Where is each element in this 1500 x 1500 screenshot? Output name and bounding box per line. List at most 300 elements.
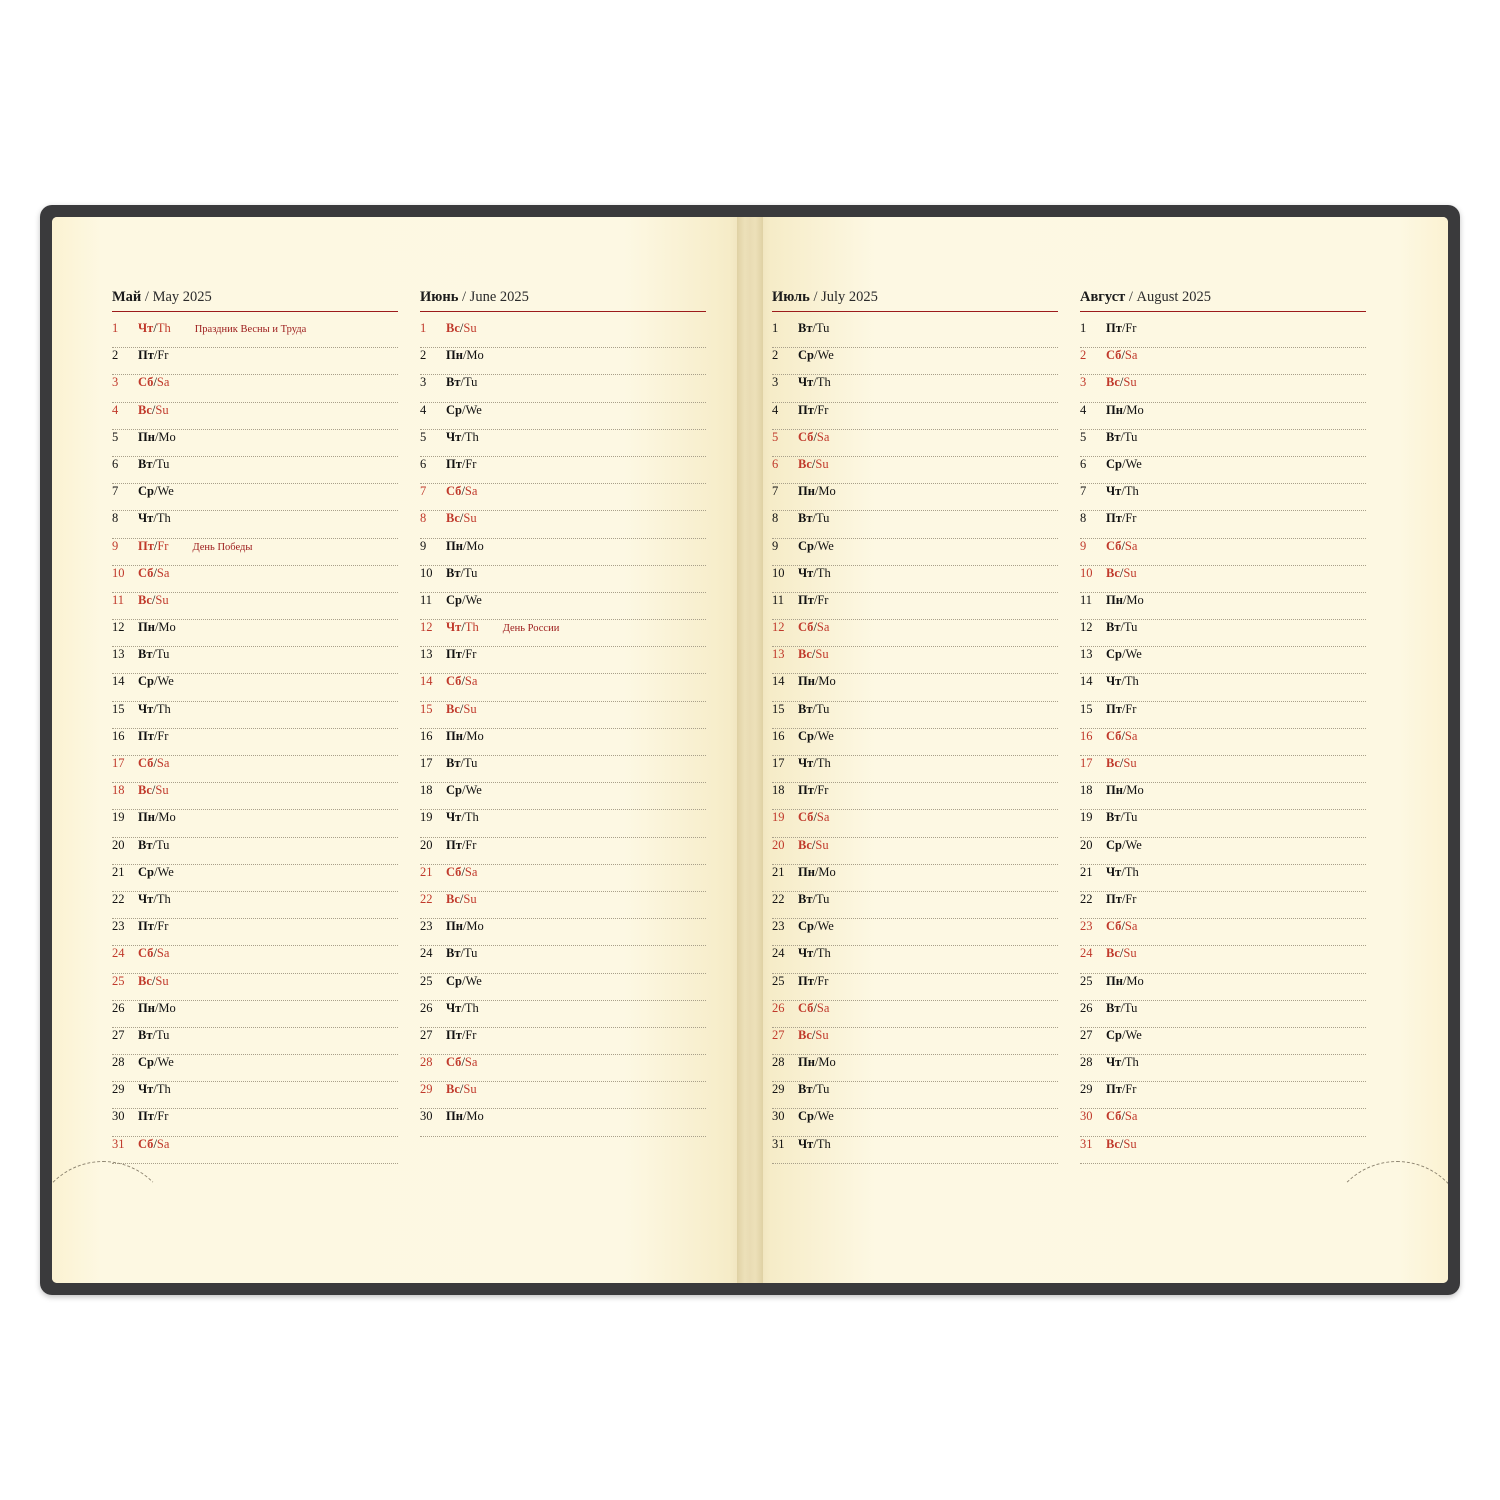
weekday-en: Mo (818, 1055, 836, 1070)
day-number: 21 (112, 864, 125, 879)
day-number: 16 (1080, 728, 1093, 743)
weekday-en: Sa (1124, 728, 1138, 743)
day-number: 5 (1080, 429, 1087, 444)
day-number: 23 (772, 919, 785, 934)
weekday-en: Th (156, 891, 171, 906)
day-row (420, 375, 706, 402)
day-number: 5 (772, 429, 779, 444)
day-number: 29 (420, 1082, 433, 1097)
day-row (1080, 647, 1366, 674)
weekday-en: We (465, 592, 482, 607)
weekday-en: Sa (816, 620, 830, 635)
weekday-label: Вс/Su (138, 402, 169, 417)
day-row (772, 566, 1058, 593)
day-number: 22 (772, 891, 785, 906)
weekday-label: Пт/Fr (446, 456, 477, 471)
day-number: 2 (420, 348, 427, 363)
weekday-en: Tu (463, 946, 478, 961)
day-row (112, 892, 398, 919)
weekday-en: We (1125, 837, 1142, 852)
day-number: 4 (420, 402, 427, 417)
weekday-label: Сб/Sa (1106, 538, 1138, 553)
weekday-ru: Пт (798, 592, 814, 607)
weekday-en: Sa (1124, 538, 1138, 553)
weekday-ru: Чт (138, 891, 154, 906)
weekday-ru: Чт (798, 1136, 814, 1151)
weekday-en: Fr (1125, 701, 1137, 716)
weekday-ru: Пн (1106, 402, 1123, 417)
weekday-en: Fr (157, 919, 169, 934)
month-name-en: July 2025 (821, 289, 878, 305)
day-row (420, 756, 706, 783)
day-number: 6 (1080, 456, 1087, 471)
weekday-en: Fr (1125, 511, 1137, 526)
day-row (420, 1001, 706, 1028)
weekday-ru: Пн (138, 429, 155, 444)
weekday-label: Сб/Sa (798, 429, 830, 444)
weekday-en: Fr (465, 1027, 477, 1042)
weekday-ru: Чт (1106, 864, 1122, 879)
day-row (1080, 756, 1366, 783)
day-row (1080, 348, 1366, 375)
day-number: 10 (420, 565, 433, 580)
weekday-en: Th (464, 810, 479, 825)
weekday-label: Вс/Su (446, 321, 477, 335)
weekday-label: Пн/Mo (1106, 592, 1144, 607)
weekday-en: Th (464, 620, 479, 635)
weekday-ru: Чт (446, 810, 462, 825)
weekday-en: Mo (466, 538, 484, 553)
weekday-label: Вс/Su (1106, 565, 1137, 580)
day-number: 20 (420, 837, 433, 852)
day-row (112, 974, 398, 1001)
weekday-label: Пт/Fr (138, 919, 169, 934)
month-name-en: August 2025 (1136, 289, 1212, 305)
weekday-ru: Вс (1106, 756, 1120, 770)
weekday-ru: Вс (446, 321, 460, 335)
day-number: 22 (420, 891, 433, 906)
weekday-label: Пн/Mo (446, 728, 484, 743)
weekday-ru: Пт (1106, 891, 1122, 906)
weekday-label: Пн/Mo (1106, 783, 1144, 798)
weekday-ru: Ср (138, 1055, 154, 1070)
weekday-en: We (465, 783, 482, 798)
weekday-label: Пн/Mo (446, 538, 484, 553)
day-number: 24 (1080, 946, 1093, 961)
day-row (112, 566, 398, 593)
month-name-en: May 2025 (152, 289, 212, 305)
weekday-ru: Вс (138, 783, 152, 798)
day-row (112, 457, 398, 484)
day-number: 21 (1080, 864, 1093, 879)
day-number: 30 (1080, 1109, 1093, 1124)
day-number: 17 (112, 756, 125, 770)
weekday-en: We (157, 864, 174, 879)
day-row (772, 1137, 1058, 1164)
month-name-ru: Июнь (420, 289, 459, 305)
day-number: 6 (112, 456, 119, 471)
weekday-ru: Сб (138, 565, 154, 580)
day-number: 4 (1080, 402, 1087, 417)
day-number: 11 (112, 592, 125, 607)
weekday-en: Th (156, 511, 171, 526)
day-row (112, 348, 398, 375)
day-number: 24 (772, 946, 785, 961)
weekday-en: Sa (156, 565, 170, 580)
day-number: 8 (420, 511, 427, 526)
day-row (112, 1137, 398, 1164)
weekday-label: Пт/Fr (446, 1027, 477, 1042)
day-row (1080, 484, 1366, 511)
weekday-ru: Вт (798, 1082, 813, 1097)
weekday-label: Ср/We (138, 484, 174, 499)
day-row (112, 702, 398, 729)
day-number: 27 (420, 1027, 433, 1042)
day-number: 3 (1080, 375, 1087, 390)
weekday-en: Su (1123, 946, 1137, 961)
weekday-ru: Сб (138, 375, 154, 390)
day-number: 30 (420, 1109, 433, 1124)
day-number: 18 (772, 783, 785, 798)
weekday-ru: Пт (138, 1109, 154, 1124)
weekday-ru: Сб (798, 429, 814, 444)
weekday-en: Mo (818, 674, 836, 689)
weekday-label: Чт/Th (798, 756, 831, 770)
day-number: 4 (772, 402, 779, 417)
day-row (112, 539, 398, 566)
weekday-en: We (1125, 647, 1142, 662)
weekday-en: Sa (816, 1000, 830, 1015)
weekday-en: Th (816, 946, 831, 961)
weekday-ru: Сб (138, 946, 154, 961)
weekday-ru: Вт (1106, 810, 1121, 825)
weekday-en: Mo (466, 919, 484, 934)
day-row (772, 457, 1058, 484)
weekday-label: Вс/Su (446, 701, 477, 716)
weekday-ru: Ср (1106, 1027, 1122, 1042)
day-row (420, 783, 706, 810)
day-number: 13 (420, 647, 433, 662)
day-row (772, 375, 1058, 402)
weekday-ru: Вс (446, 701, 460, 716)
weekday-en: Mo (1126, 783, 1144, 798)
day-number: 26 (1080, 1000, 1093, 1015)
day-number: 17 (772, 756, 785, 770)
month-title: Июль / July 2025 (772, 289, 1058, 312)
weekday-ru: Вс (1106, 946, 1120, 961)
day-row (420, 674, 706, 701)
day-number: 24 (112, 946, 125, 961)
day-row (1080, 674, 1366, 701)
weekday-en: We (1125, 456, 1142, 471)
weekday-label: Ср/We (1106, 456, 1142, 471)
weekday-label: Вт/Tu (798, 321, 830, 335)
weekday-label: Вт/Tu (446, 375, 478, 390)
weekday-label: Пт/Fr (798, 973, 829, 988)
day-row (772, 946, 1058, 973)
weekday-en: Tu (463, 565, 478, 580)
weekday-ru: Вс (446, 1082, 460, 1097)
weekday-label: Вс/Su (1106, 756, 1137, 770)
weekday-label: Вт/Tu (138, 837, 170, 852)
day-row (772, 647, 1058, 674)
day-number: 11 (1080, 592, 1093, 607)
day-row (1080, 403, 1366, 430)
day-number: 16 (420, 728, 433, 743)
day-row (112, 810, 398, 837)
day-row (420, 484, 706, 511)
day-row (112, 838, 398, 865)
day-number: 26 (112, 1000, 125, 1015)
day-number: 9 (112, 538, 119, 553)
day-row (112, 1109, 398, 1136)
weekday-label: Сб/Sa (1106, 1109, 1138, 1124)
day-row (420, 511, 706, 538)
month-column-1 (420, 289, 728, 1283)
weekday-ru: Сб (1106, 1109, 1122, 1124)
weekday-en: We (465, 402, 482, 417)
day-number: 3 (420, 375, 427, 390)
weekday-label: Сб/Sa (138, 1136, 170, 1151)
weekday-ru: Сб (798, 620, 814, 635)
weekday-en: Mo (1126, 402, 1144, 417)
weekday-en: Su (815, 1027, 829, 1042)
weekday-en: Fr (157, 728, 169, 743)
weekday-label: Чт/Th (1106, 1055, 1139, 1070)
weekday-en: We (817, 919, 834, 934)
day-row (112, 1055, 398, 1082)
day-number: 15 (420, 701, 433, 716)
day-row (112, 919, 398, 946)
day-row (112, 1082, 398, 1109)
weekday-label: Вс/Su (1106, 375, 1137, 390)
weekday-ru: Вс (1106, 375, 1120, 390)
day-row (112, 783, 398, 810)
day-number: 7 (772, 484, 779, 499)
weekday-label: Вс/Su (798, 837, 829, 852)
weekday-ru: Вт (138, 837, 153, 852)
weekday-label: Чт/Th (138, 511, 171, 526)
weekday-en: Tu (815, 1082, 830, 1097)
day-row (420, 647, 706, 674)
weekday-ru: Вт (446, 946, 461, 961)
weekday-label: Чт/Th (798, 946, 831, 961)
day-row (772, 593, 1058, 620)
day-number: 8 (112, 511, 119, 526)
weekday-ru: Пт (798, 973, 814, 988)
weekday-label: Чт/Th (446, 1000, 479, 1015)
day-row (112, 865, 398, 892)
weekday-ru: Ср (138, 484, 154, 499)
day-number: 11 (420, 592, 433, 607)
weekday-label: Вт/Tu (798, 1082, 830, 1097)
day-row (1080, 974, 1366, 1001)
weekday-label: Вс/Su (138, 973, 169, 988)
day-row (420, 348, 706, 375)
day-row (1080, 620, 1366, 647)
day-row (772, 620, 1058, 647)
weekday-label: Ср/We (138, 864, 174, 879)
weekday-en: Sa (464, 1055, 478, 1070)
day-number: 6 (420, 456, 427, 471)
weekday-label: Ср/We (1106, 647, 1142, 662)
weekday-ru: Пн (138, 620, 155, 635)
weekday-label: Вт/Tu (446, 756, 478, 770)
weekday-ru: Вт (1106, 620, 1121, 635)
weekday-label: Пт/Fr (798, 783, 829, 798)
weekday-ru: Ср (446, 592, 462, 607)
weekday-label: Ср/We (798, 728, 834, 743)
day-row (1080, 702, 1366, 729)
weekday-en: Th (816, 1136, 831, 1151)
weekday-ru: Вс (798, 1027, 812, 1042)
month-name-ru: Июль (772, 289, 810, 305)
weekday-en: Sa (464, 484, 478, 499)
weekday-label: Ср/We (446, 783, 482, 798)
weekday-en: Mo (818, 484, 836, 499)
weekday-en: Fr (817, 973, 829, 988)
weekday-ru: Пн (138, 810, 155, 825)
weekday-en: Mo (1126, 592, 1144, 607)
weekday-ru: Вт (1106, 429, 1121, 444)
weekday-label: Пн/Mo (138, 1000, 176, 1015)
day-number: 12 (772, 620, 785, 635)
weekday-ru: Пт (138, 919, 154, 934)
weekday-label: Ср/We (138, 674, 174, 689)
weekday-en: Tu (1123, 620, 1138, 635)
weekday-ru: Пт (138, 538, 154, 553)
day-number: 19 (112, 810, 125, 825)
weekday-en: Fr (157, 538, 169, 553)
day-number: 15 (1080, 701, 1093, 716)
weekday-ru: Пт (1106, 321, 1122, 335)
weekday-ru: Пт (138, 348, 154, 363)
weekday-label: Сб/Sa (138, 756, 170, 770)
weekday-ru: Чт (1106, 674, 1122, 689)
day-number: 9 (1080, 538, 1087, 553)
day-number: 8 (772, 511, 779, 526)
day-row (1080, 838, 1366, 865)
day-number: 19 (772, 810, 785, 825)
weekday-en: Tu (815, 701, 830, 716)
weekday-ru: Сб (798, 1000, 814, 1015)
day-row (772, 838, 1058, 865)
weekday-label: Чт/Th (1106, 484, 1139, 499)
weekday-ru: Ср (138, 864, 154, 879)
weekday-en: Mo (158, 810, 176, 825)
weekday-en: Th (156, 701, 171, 716)
weekday-ru: Ср (798, 1109, 814, 1124)
weekday-ru: Пн (1106, 783, 1123, 798)
weekday-en: Th (816, 756, 831, 770)
day-number: 2 (772, 348, 779, 363)
weekday-ru: Ср (138, 674, 154, 689)
weekday-en: Su (815, 647, 829, 662)
weekday-ru: Чт (446, 429, 462, 444)
weekday-label: Вс/Su (798, 456, 829, 471)
weekday-ru: Сб (138, 1136, 154, 1151)
weekday-en: Sa (816, 429, 830, 444)
day-number: 1 (1080, 321, 1087, 335)
weekday-label: Вт/Tu (798, 511, 830, 526)
day-row (112, 647, 398, 674)
weekday-en: Mo (1126, 973, 1144, 988)
weekday-en: Fr (465, 647, 477, 662)
day-number: 23 (1080, 919, 1093, 934)
right-page (750, 217, 1448, 1283)
weekday-ru: Вт (1106, 1000, 1121, 1015)
day-number: 27 (772, 1027, 785, 1042)
weekday-ru: Вт (138, 456, 153, 471)
weekday-label: Чт/Th (138, 701, 171, 716)
weekday-label: Вт/Tu (138, 647, 170, 662)
day-number: 7 (112, 484, 119, 499)
weekday-en: Tu (463, 375, 478, 390)
day-row (772, 865, 1058, 892)
day-row (420, 702, 706, 729)
weekday-ru: Сб (446, 484, 462, 499)
day-number: 30 (112, 1109, 125, 1124)
weekday-ru: Вт (798, 891, 813, 906)
holiday-note: Праздник Весны и Труда (194, 324, 307, 335)
weekday-label: Вс/Su (1106, 946, 1137, 961)
weekday-label: Чт/Th (446, 620, 479, 635)
day-number: 13 (1080, 647, 1093, 662)
weekday-ru: Вс (1106, 565, 1120, 580)
day-number: 7 (1080, 484, 1087, 499)
month-name-ru: Май (112, 289, 142, 305)
weekday-label: Вт/Tu (798, 891, 830, 906)
day-row (112, 484, 398, 511)
day-number: 29 (1080, 1082, 1093, 1097)
weekday-en: We (1125, 1027, 1142, 1042)
day-number: 23 (420, 919, 433, 934)
weekday-label: Ср/We (138, 1055, 174, 1070)
holiday-note: День России (502, 623, 560, 635)
weekday-label: Вт/Tu (138, 1027, 170, 1042)
weekday-en: Sa (464, 674, 478, 689)
day-number: 12 (112, 620, 125, 635)
weekday-ru: Вс (138, 402, 152, 417)
weekday-label: Пт/Fr (798, 592, 829, 607)
weekday-en: Su (815, 456, 829, 471)
weekday-en: Sa (156, 756, 170, 770)
weekday-en: Th (464, 429, 479, 444)
day-row (420, 566, 706, 593)
weekday-en: Fr (465, 837, 477, 852)
weekday-label: Ср/We (1106, 837, 1142, 852)
weekday-en: Su (815, 837, 829, 852)
day-number: 31 (112, 1136, 125, 1151)
day-number: 18 (1080, 783, 1093, 798)
weekday-label: Вс/Su (138, 783, 169, 798)
weekday-en: Su (463, 511, 477, 526)
weekday-en: Su (1123, 375, 1137, 390)
weekday-label: Чт/Th (446, 429, 479, 444)
day-row (420, 1109, 706, 1136)
day-row (420, 892, 706, 919)
day-row (112, 729, 398, 756)
weekday-en: Fr (157, 1109, 169, 1124)
planner-spread (52, 217, 1448, 1283)
day-number: 2 (112, 348, 119, 363)
weekday-ru: Чт (446, 620, 462, 635)
day-row (772, 403, 1058, 430)
day-number: 18 (112, 783, 125, 798)
day-row (420, 946, 706, 973)
day-number: 6 (772, 456, 779, 471)
weekday-ru: Ср (1106, 837, 1122, 852)
